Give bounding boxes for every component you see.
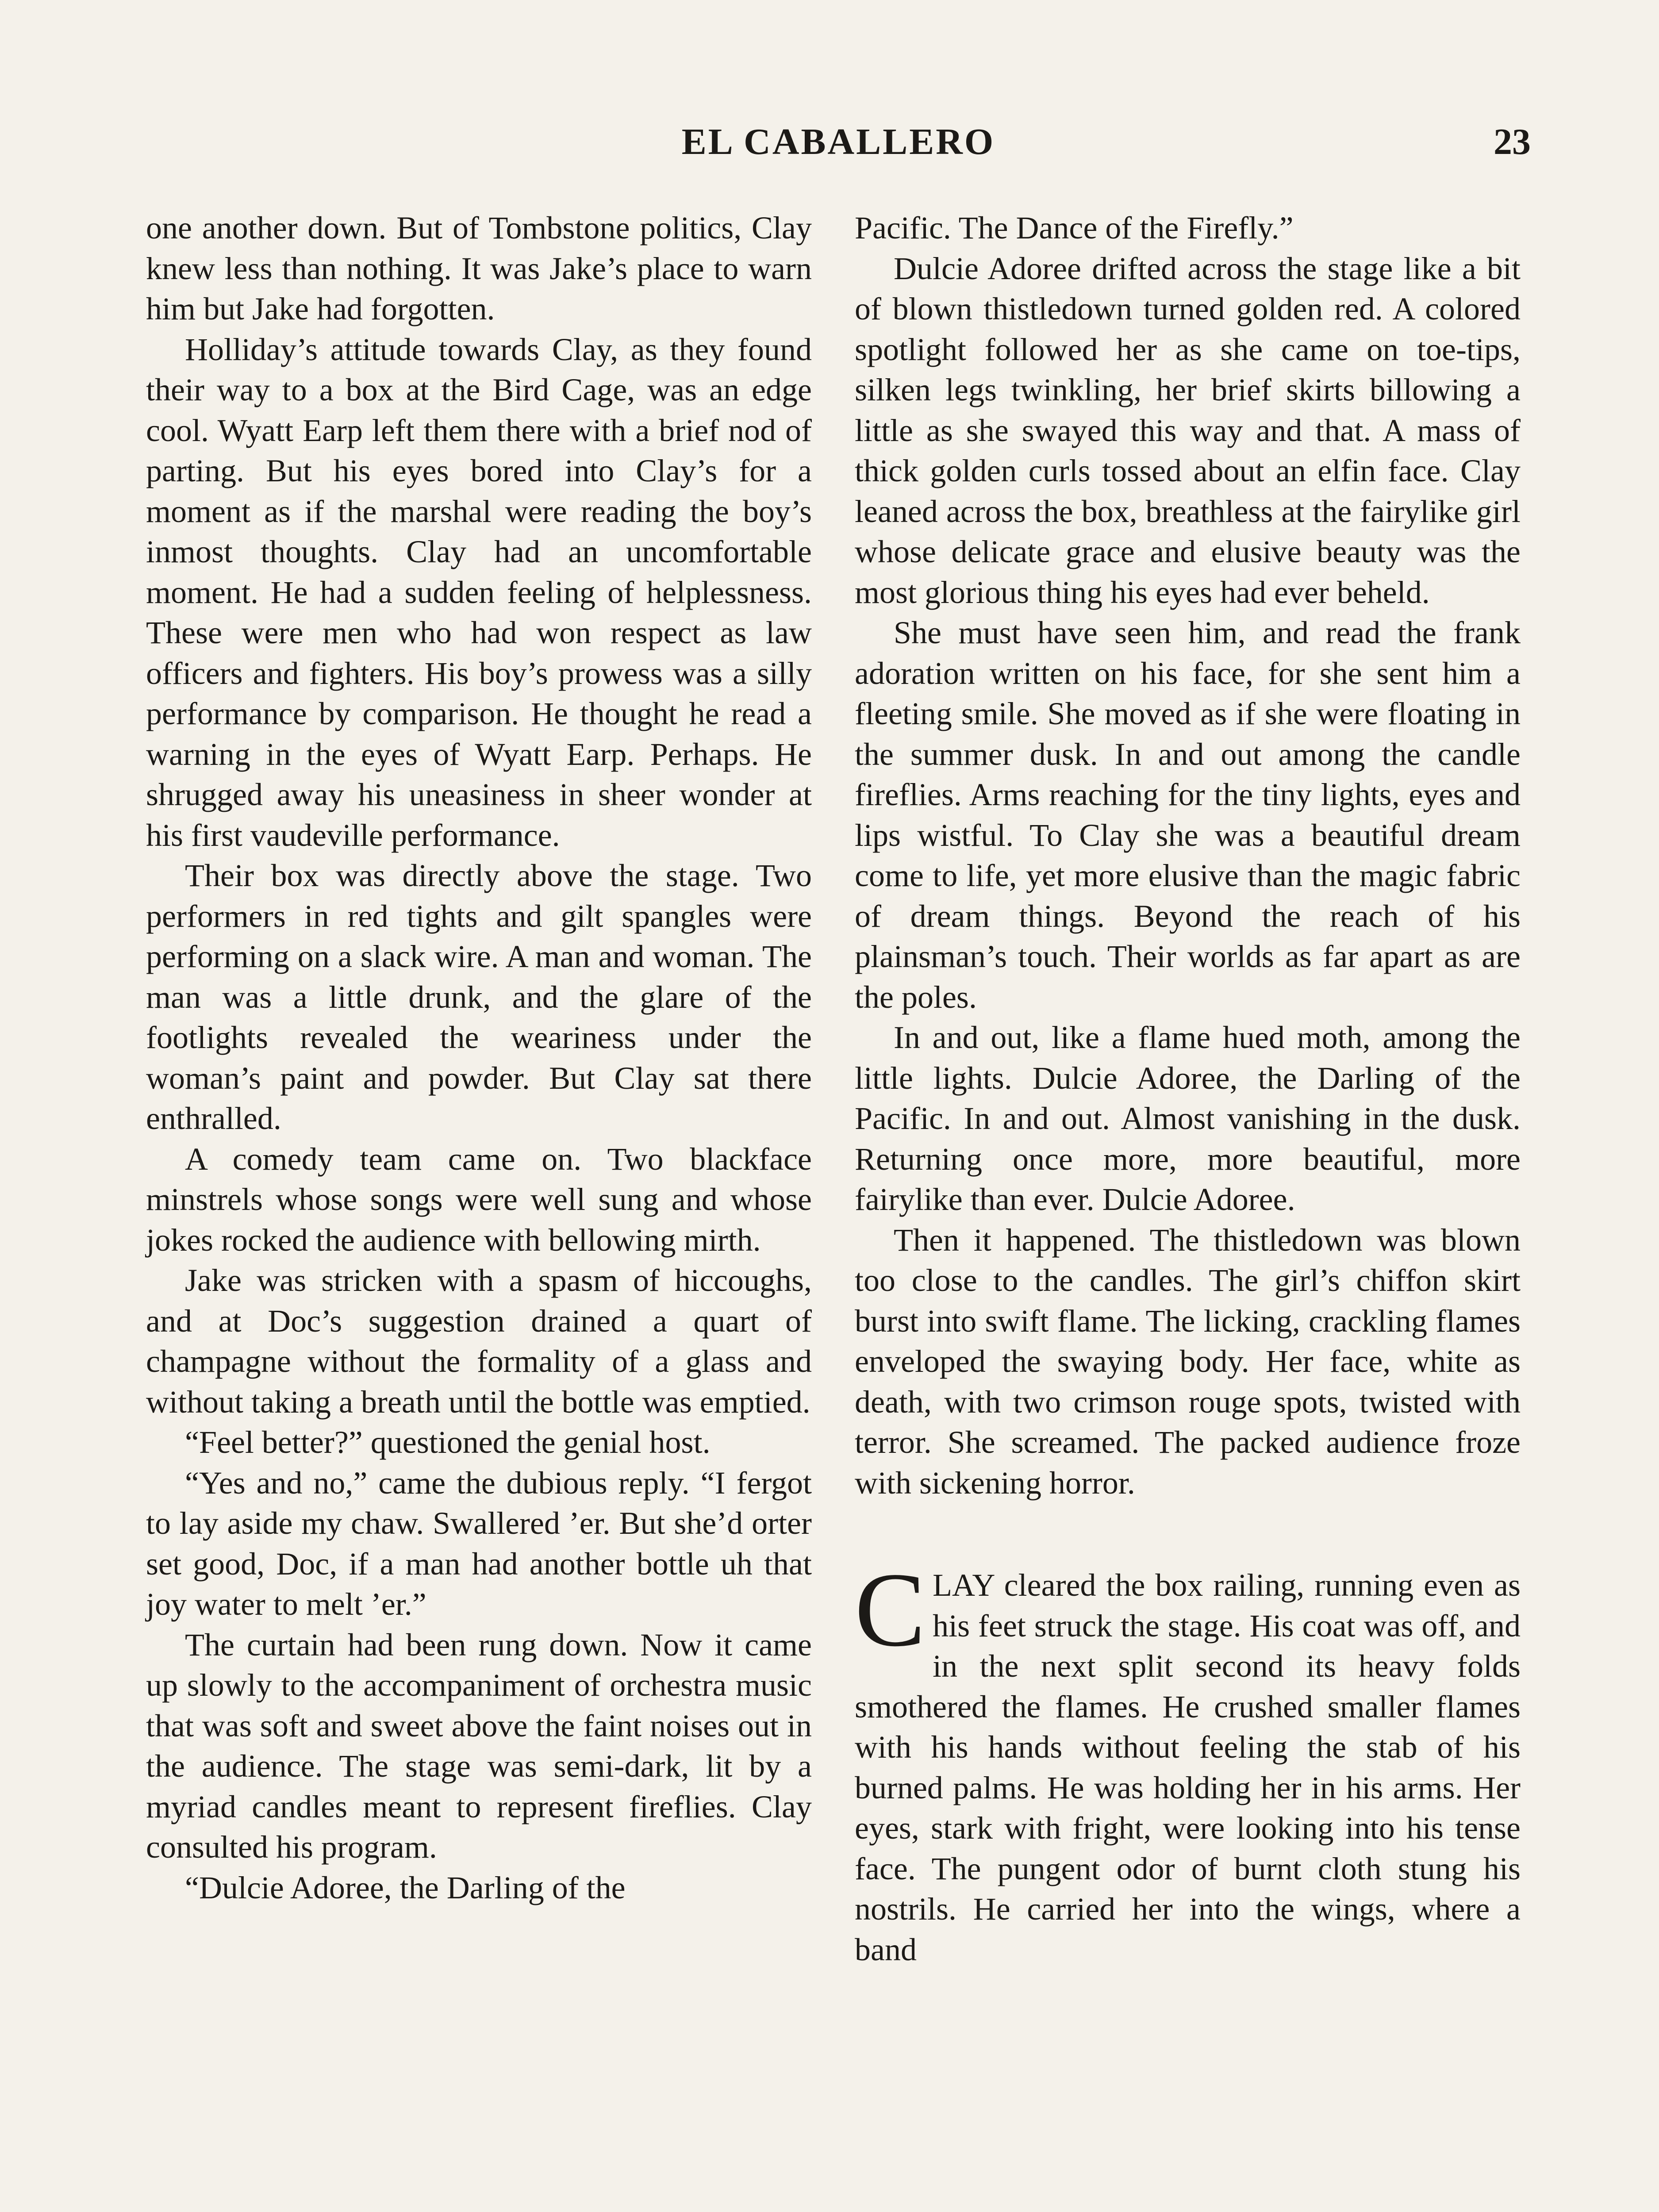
paragraph: one another down. But of Tombstone politics, Clay knew less than nothing. It was Jake’s place to warn him but Jake had forgotten. — [146, 210, 812, 326]
paragraph: “Yes and no,” came the dubious reply. “I fergot to lay aside my chaw. Swallered ’er. But she’d orter set good, Doc, if a man had another bottle uh that joy water to melt ’er.” — [146, 1465, 812, 1622]
paragraph: Dulcie Adoree drifted across the stage like a bit of blown thistledown turned golden red. A colored spotlight followed her as she came on toe-tips, silken legs twinkling, her brief skirts billowing a little as she swayed this way and that. A mass of thick golden curls tossed about an elfin face. Clay leaned across the box, breathless at the fairylike girl whose delicate grace and elusive beauty was the most glorious thing his eyes had ever beheld. — [855, 250, 1521, 610]
left-column — [146, 208, 812, 1908]
paragraph: Holliday’s attitude towards Clay, as they found their way to a box at the Bird Cage, was an edge cool. Wyatt Earp left them there with a brief nod of parting. But his eyes bored into Clay’s for a moment as if the marshal were reading the boy’s inmost thoughts. Clay had an uncomfortable moment. He had a sudden feeling of helplessness. These were men who had won respect as law officers and fighters. His boy’s prowess was a silly performance by comparison. He thought he read a warning in the eyes of Wyatt Earp. Perhaps. He shrugged away his uneasiness in sheer wonder at his first vaudeville performance. — [146, 331, 812, 853]
paragraph: Their box was directly above the stage. Two performers in red tights and gilt spangles were performing on a slack wire. A man and woman. The man was a little drunk, and the glare of the footlights revealed the weariness under the woman’s paint and powder. But Clay sat there enthralled. — [146, 858, 812, 1136]
paragraph: “Dulcie Adoree, the Darling of the — [185, 1870, 626, 1905]
page-number: 23 — [1494, 121, 1531, 162]
drop-cap: C — [855, 1551, 926, 1668]
right-column — [855, 208, 1521, 1970]
paragraph: In and out, like a flame hued moth, among the little lights. Dulcie Adoree, the Darling of the Pacific. In and out. Almost vanishing in the dusk. Returning once more, more beautiful, more fairylike than ever. Dulcie Adoree. — [855, 1020, 1521, 1217]
section-break — [855, 1503, 1521, 1565]
running-header — [146, 120, 1531, 173]
running-title: EL CABALLERO — [681, 121, 995, 162]
paragraph: Pacific. The Dance of the Firefly.” — [855, 210, 1294, 246]
paragraph: A comedy team came on. Two blackface minstrels whose songs were well sung and whose jokes rocked the audience with bellowing mirth. — [146, 1141, 812, 1258]
paragraph: Jake was stricken with a spasm of hiccoughs, and at Doc’s suggestion drained a quart of champagne without the formality of a glass and without taking a breath until the bottle was emptied. — [146, 1263, 812, 1420]
section-opening-paragraph — [855, 1551, 1521, 1970]
paragraph: The curtain had been rung down. Now it came up slowly to the accompaniment of orchestra music that was soft and sweet above the faint noises out in the audience. The stage was semi-dark, lit by a myriad candles meant to represent fireflies. Clay consulted his program. — [146, 1627, 812, 1865]
section-opening-text: LAY cleared the box railing, running even as his feet struck the stage. His coat was off, and in the next split second its heavy folds smothered the flames. He crushed smaller flames with his hands without feeling the stab of his burned palms. He was holding her in his arms. Her eyes, stark with fright, were looking into his tense face. The pungent odor of burnt cloth stung his nostrils. He carried her into the wings, where a band — [855, 1567, 1521, 1967]
paragraph: Then it happened. The thistledown was blown too close to the candles. The girl’s chiffon skirt burst into swift flame. The licking, crackling flames enveloped the swaying body. Her face, white as death, with two crimson rouge spots, twisted with terror. She screamed. The packed audience froze with sickening horror. — [855, 1222, 1521, 1501]
paragraph: She must have seen him, and read the frank adoration written on his face, for she sent him a fleeting smile. She moved as if she were floating in the summer dusk. In and out among the candle fireflies. Arms reaching for the tiny lights, eyes and lips wistful. To Clay she was a beautiful dream come to life, yet more elusive than the magic fabric of dream things. Beyond the reach of his plainsman’s touch. Their worlds as far apart as are the poles. — [855, 615, 1521, 1015]
paragraph: “Feel better?” questioned the genial host. — [185, 1425, 710, 1460]
